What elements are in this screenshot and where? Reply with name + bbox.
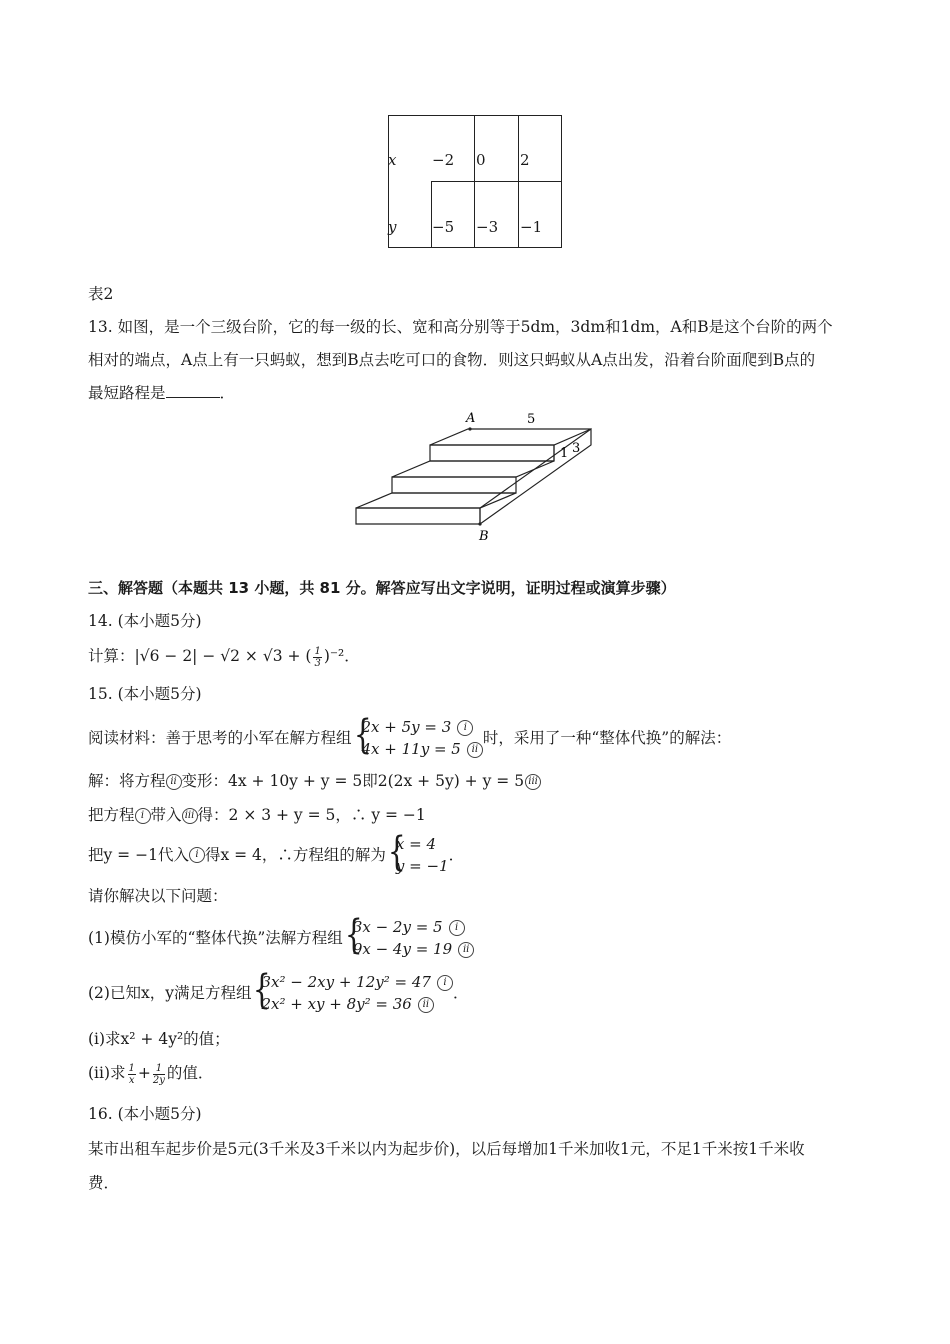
q15-solution-3: 把y = −1代入 i 得x = 4，∴方程组的解为 { x = 4 y = −1 ． xyxy=(88,829,465,875)
q15-solution-1: 解：将方程 ii 变形：4x + 10y + y = 5即2(2x + 5y) + y = 5 iii xyxy=(88,770,541,792)
table-cell: 0 xyxy=(476,151,486,169)
answer-blank xyxy=(166,383,220,398)
q16-line2: 费． xyxy=(88,1174,120,1192)
table-x-label: x xyxy=(388,151,397,169)
table-cell: 2 xyxy=(520,151,530,169)
label-1: 1 xyxy=(560,446,569,461)
label-3: 3 xyxy=(572,441,581,456)
q15-title: 15. (本小题5分) xyxy=(88,685,202,703)
section-heading: 三、解答题（本题共 13 小题，共 81 分。解答应写出文字说明，证明过程或演算步骤） xyxy=(88,579,676,597)
q15-reading: 阅读材料：善于思考的小军在解方程组 { 2x + 5y = 3 i 4x + 11y = 5 ii 时，采用了一种“整体代换”的解法： xyxy=(88,712,732,758)
q15-part-i: (i)求x² + 4y²的值； xyxy=(88,1030,230,1048)
label-b: B xyxy=(479,529,489,544)
table-cell: −1 xyxy=(520,218,543,236)
q15-solution-2: 把方程 i 带入 iii 得：2 × 3 + y = 5，∴ y = −1 xyxy=(88,806,426,824)
staircase-figure xyxy=(350,405,610,545)
equation-system-2: { x = 4 y = −1 xyxy=(387,829,449,875)
q15-part2: (2)已知x，y满足方程组 { 3x² − 2xy + 12y² = 47 i 2x² + xy + 8y² = 36 ii ． xyxy=(88,967,469,1013)
q16-title: 16. (本小题5分) xyxy=(88,1105,202,1123)
q13-line3: 最短路程是 ． xyxy=(88,384,236,402)
table-cell: −5 xyxy=(432,218,455,236)
q14-title: 14. (本小题5分) xyxy=(88,612,202,630)
label-a: A xyxy=(466,411,476,426)
q15-part-ii: (ii)求 $\frac{1}{x}$ + $\frac{1}{2y}$ 的值． xyxy=(88,1062,214,1086)
table-caption: 表2 xyxy=(88,285,114,303)
q15-ask: 请你解决以下问题： xyxy=(88,887,228,905)
label-5: 5 xyxy=(527,412,536,427)
q13-line2: 相对的端点，A点上有一只蚂蚁，想到B点去吃可口的食物．则这只蚂蚁从A点出发，沿着台阶面爬到B点的 xyxy=(88,351,816,369)
equation-system-3: { 3x − 2y = 5 i 9x − 4y = 19 ii xyxy=(343,916,474,960)
equation-system-4: { 3x² − 2xy + 12y² = 47 i 2x² + xy + 8y² = 36 ii xyxy=(251,971,452,1015)
q15-part1: (1)模仿小军的“整体代换”法解方程组 { 3x − 2y = 5 i 9x − 4y = 19 ii xyxy=(88,916,474,960)
table-cell: −2 xyxy=(432,151,455,169)
table-y-label: y xyxy=(388,218,397,236)
q16-line1: 某市出租车起步价是5元(3千米及3千米以内为起步价)，以后每增加1千米加收1元，不足1千米按1千米收 xyxy=(88,1140,805,1158)
table-cell: −3 xyxy=(476,218,499,236)
q13-line1: 13. 如图，是一个三级台阶，它的每一级的长、宽和高分别等于5dm，3dm和1dm，A和B是这个台阶的两个 xyxy=(88,318,833,336)
q14-expression: 计算：|√6 − 2| − √2 × √3 + ( $\frac{1}{3}$ )⁻²． xyxy=(88,645,360,669)
equation-system-1: { 2x + 5y = 3 i 4x + 11y = 5 ii xyxy=(352,716,483,760)
